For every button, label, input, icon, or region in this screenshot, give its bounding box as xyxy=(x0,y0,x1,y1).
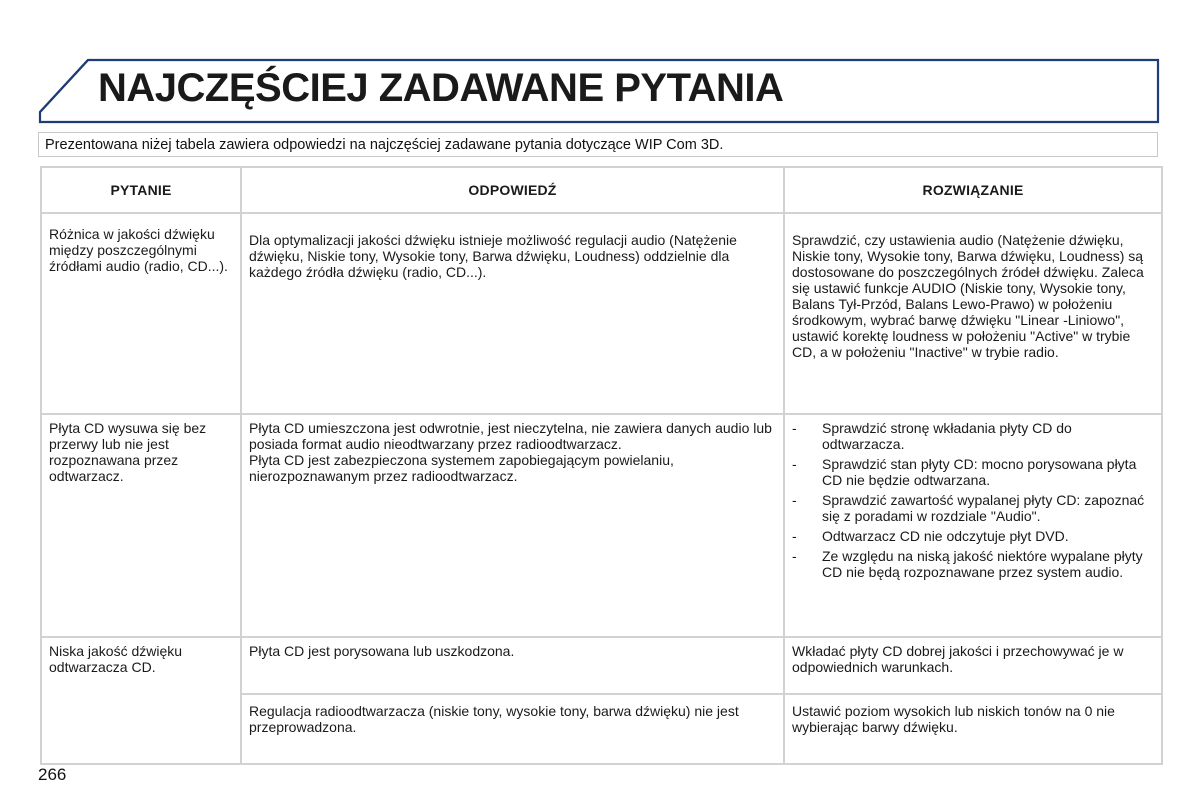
solution-text: Ustawić poziom wysokich lub niskich tonów na 0 nie wybierając barwy dźwięku. xyxy=(792,703,1115,735)
header-answer: ODPOWIEDŹ xyxy=(241,167,784,213)
question-cell xyxy=(41,213,241,414)
solution-cell xyxy=(784,694,1162,764)
solution-cell xyxy=(784,213,1162,414)
question-text: Niska jakość dźwięku odtwarzacza CD. xyxy=(49,643,183,675)
page-title: NAJCZĘŚCIEJ ZADAWANE PYTANIA xyxy=(98,66,784,110)
answer-text: Płyta CD jest porysowana lub uszkodzona. xyxy=(249,643,515,659)
solution-item xyxy=(792,528,1155,544)
solution-item xyxy=(792,420,1155,452)
header-solution: ROZWIĄZANIE xyxy=(784,167,1162,213)
dash-bullet: - xyxy=(792,420,797,436)
answer-text: Regulacja radioodtwarzacza (niskie tony, wysokie tony, barwa dźwięku) nie jest przeprowadzona. xyxy=(249,703,739,735)
intro-text: Prezentowana niżej tabela zawiera odpowiedzi na najczęściej zadawane pytania dotyczące WIP Com 3D. xyxy=(38,132,1158,157)
solution-text: Sprawdzić, czy ustawienia audio (Natężenie dźwięku, Niskie tony, Wysokie tony, Barwa dźwięku, Loudness) są dostosowane do poszczególnych źródeł dźwięku. Zaleca się ustawić funkcje AUDIO (Niskie tony, Wysokie tony, Balans Tył-Przód, Balans Lewo-Prawo) w położeniu środkowym, wybrać barwę dźwięku "Linear -Liniowo", ustawić korektę loudness w położeniu "Active" w trybie CD, a w położeniu "Inactive" w trybie radio. xyxy=(792,232,1144,360)
table-header-row xyxy=(41,167,1162,213)
header-question: PYTANIE xyxy=(41,167,241,213)
question-text: Płyta CD wysuwa się bez przerwy lub nie jest rozpoznawana przez odtwarzacz. xyxy=(49,420,207,484)
dash-bullet: - xyxy=(792,456,797,472)
solution-item-text: Odtwarzacz CD nie odczytuje płyt DVD. xyxy=(822,528,1069,544)
solution-text: Wkładać płyty CD dobrej jakości i przechowywać je w odpowiednich warunkach. xyxy=(792,643,1124,675)
dash-bullet: - xyxy=(792,528,797,544)
solution-item xyxy=(792,548,1155,580)
answer-paragraph-1: Płyta CD umieszczona jest odwrotnie, jest nieczytelna, nie zawiera danych audio lub posiada format audio nieodtwarzany przez radioodtwarzacz. xyxy=(249,420,772,452)
solution-list xyxy=(792,420,1155,580)
answer-cell xyxy=(241,213,784,414)
answer-paragraph-2: Płyta CD jest zabezpieczona systemem zapobiegającym powielaniu, nierozpoznawanym przez radioodtwarzacz. xyxy=(249,452,674,484)
dash-bullet: - xyxy=(792,492,797,508)
solution-item xyxy=(792,456,1155,488)
answer-cell xyxy=(241,694,784,764)
table-row xyxy=(41,637,1162,694)
solution-item-text: Sprawdzić zawartość wypalanej płyty CD: zapoznać się z poradami w rozdziale "Audio". xyxy=(822,492,1145,524)
solution-cell xyxy=(784,637,1162,694)
answer-cell xyxy=(241,637,784,694)
table-row xyxy=(41,213,1162,414)
table-row xyxy=(41,414,1162,637)
solution-item-text: Sprawdzić stan płyty CD: mocno porysowana płyta CD nie będzie odtwarzana. xyxy=(822,456,1137,488)
solution-cell xyxy=(784,414,1162,637)
question-cell xyxy=(41,637,241,764)
answer-cell xyxy=(241,414,784,637)
solution-item-text: Sprawdzić stronę wkładania płyty CD do odtwarzacza. xyxy=(822,420,1072,452)
faq-table xyxy=(40,166,1163,765)
page-number: 266 xyxy=(38,765,67,784)
dash-bullet: - xyxy=(792,548,797,564)
answer-text: Dla optymalizacji jakości dźwięku istnieje możliwość regulacji audio (Natężenie dźwięku, Niskie tony, Wysokie tony, Barwa dźwięku, Loudness) oddzielnie dla każdego źródła dźwięku (radio, CD...). xyxy=(249,232,737,280)
solution-item xyxy=(792,492,1155,524)
question-cell xyxy=(41,414,241,637)
solution-item-text: Ze względu na niską jakość niektóre wypalane płyty CD nie będą rozpoznawane przez system audio. xyxy=(822,548,1143,580)
question-text: Różnica w jakości dźwięku między poszczególnymi źródłami audio (radio, CD...). xyxy=(49,226,228,274)
